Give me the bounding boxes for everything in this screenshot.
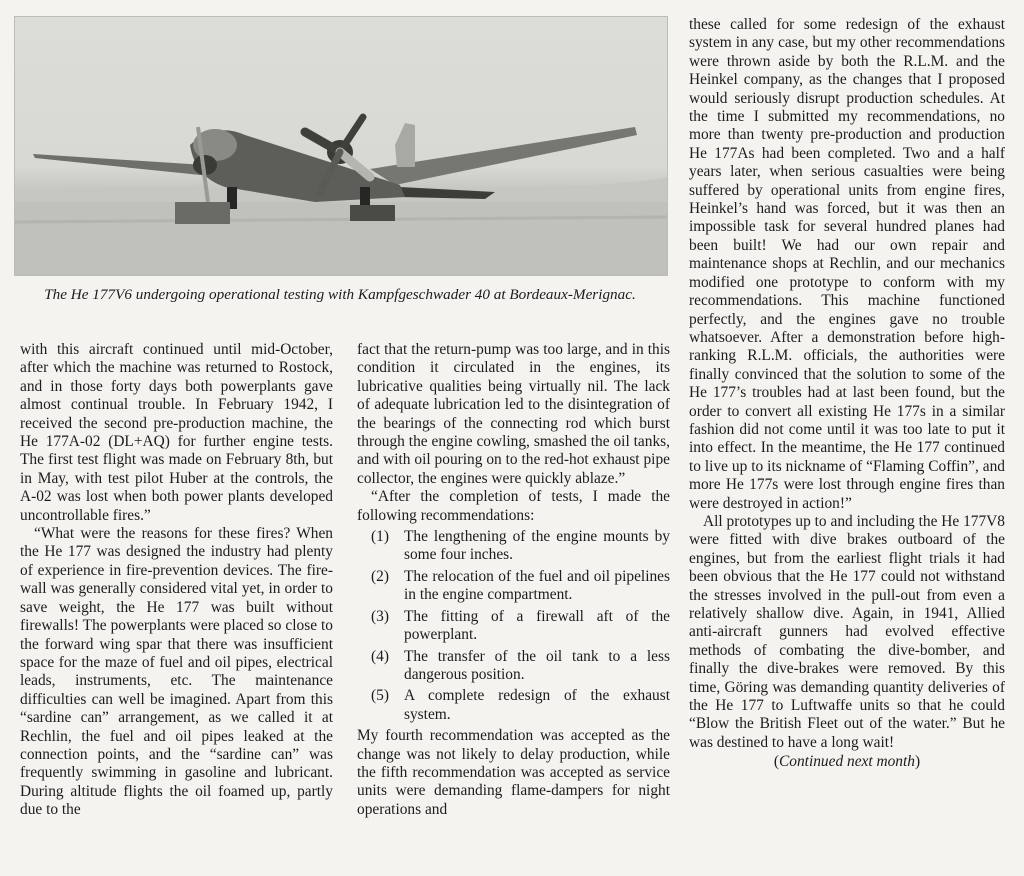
list-item-number: (5) [371, 687, 389, 705]
list-item-text: The transfer of the oil tank to a less dangerous position. [404, 647, 670, 683]
paragraph: with this aircraft continued until mid-October, after which the machine was returned to Rostock, and in those forty days both powerplants gave almost continual trouble. In February 1942, I received the second pre-production machine, the He 177A-02 (DL+AQ) for further engine tests. The first test flight was made on February 8th, but in May, with test pilot Huber at the controls, the A-02 was lost when both power plants developed uncontrollable fires.” [20, 341, 333, 524]
paragraph: “What were the reasons for these fires? When the He 177 was designed the industry had plenty of experience in fire-prevention devices. The fire-wall was generally considered vital yet, in order to save weight, the He 177 was built without firewalls! The powerplants were placed so close to the forward wing spar that there was insufficient space for the maze of fuel and oil pipes, electrical leads, instruments, etc. The maintenance difficulties can well be imagined. Apart from this “sardine can” arrangement, as we called it at Rechlin, the fuel and oil pipes leaked at the connection points, and the “sardine can” was frequently swimming in gasoline and lubricant. During altitude flights the oil foamed up, partly due to the [20, 525, 333, 819]
paragraph: My fourth recommendation was accepted as the change was not likely to delay production, while the fifth recommendation was accepted as service units were demanding flame-dampers for night operations and [357, 727, 670, 818]
list-item-number: (1) [371, 528, 389, 546]
paragraph: fact that the return-pump was too large, and in this condition it circulated in the engines, its lubricative qualities being virtually nil. The lack of adequate lubrication led to the disintegration of the bearings of the connecting rod which burst through the engine cowling, smashed the oil tanks, and with oil pouring on to the red-hot exhaust pipe collector, the engines were quickly ablaze.” [357, 341, 670, 487]
list-item [371, 648, 670, 685]
he177-aircraft-image [15, 17, 667, 275]
list-item-number: (4) [371, 647, 389, 665]
article-column-3 [689, 16, 1005, 772]
list-item-text: The relocation of the fuel and oil pipelines in the engine compartment. [404, 567, 670, 604]
list-item-text: A complete redesign of the exhaust system. [404, 687, 670, 723]
figure-caption: The He 177V6 undergoing operational testing with Kampfgeschwader 40 at Bordeaux-Merignac. [44, 286, 636, 303]
continued-notice: (Continued next month) [773, 753, 921, 771]
list-item-number: (2) [371, 567, 389, 585]
list-item-text: The fitting of a firewall aft of the powerplant. [404, 607, 670, 644]
list-item [371, 528, 670, 565]
recommendations-list [357, 528, 670, 724]
list-item [371, 608, 670, 645]
list-item [371, 568, 670, 605]
article-column-1 [20, 341, 333, 820]
paragraph: these called for some redesign of the exhaust system in any case, but my other recommendations were thrown aside by both the R.L.M. and the Heinkel company, as the changes that I proposed would seriously disrupt production schedules. At the time I submitted my recommendations, no more than twenty pre-production and production He 177As had been completed. Two and a half years later, when serious casualties were being suffered by operational units from engine fires, Heinkel’s hand was forced, but it was then an impossible task for several hundred planes had been built! We had our own repair and maintenance shops at Rechlin, and our mechanics modified one prototype to conform with my recommendations. This machine functioned perfectly, and the engines gave no trouble whatsoever. After a demonstration before high-ranking R.L.M. officials, the authorities were finally convinced that the solution to some of the He 177’s troubles had at last been found, but the order to convert all existing He 177s in a similar fashion did not come until it was too late to put it into effect. In the meantime, the He 177 continued to live up to its nickname of “Flaming Coffin”, and more He 177s were lost through engine fires than were destroyed in action!” [689, 16, 1005, 512]
list-item-number: (3) [371, 607, 389, 625]
aircraft-photo [14, 16, 668, 276]
list-item-text: The lengthening of the engine mounts by some four inches. [404, 528, 670, 564]
article-column-2 [357, 341, 670, 819]
paragraph: All prototypes up to and including the He 177V8 were fitted with dive brakes outboard of the engines, but from the earliest flight trials it had been obvious that the He 177 could not withstand the stresses involved in the pull-out from even a relatively shallow dive. Again, in 1941, Allied anti-aircraft gunners had evolved effective methods of combating the dive-bomber, and finally the dive-brakes were removed. By this time, Göring was demanding quantity deliveries of the He 177 to Luftwaffe units so that he could “Blow the British Fleet out of the water.” But he was destined to have a long wait! [689, 512, 1005, 751]
paragraph: “After the completion of tests, I made the following recommendations: [357, 488, 670, 524]
continued-text: Continued next month [779, 753, 915, 771]
list-item [371, 687, 670, 724]
